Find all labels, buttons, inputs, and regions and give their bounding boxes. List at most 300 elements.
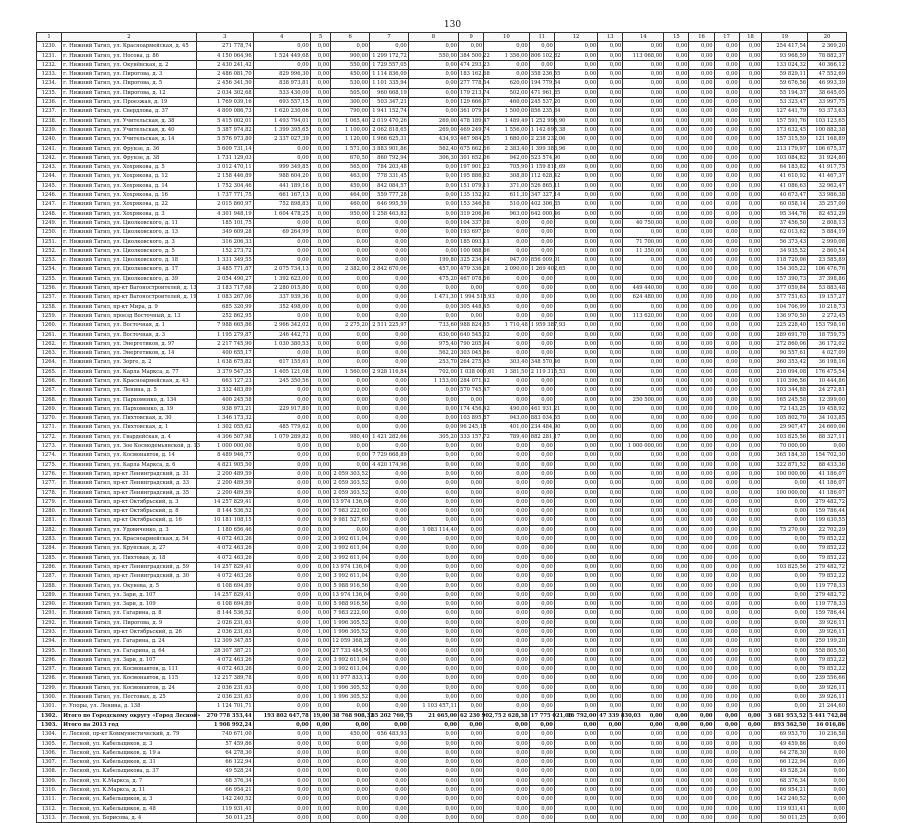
amount-cell: 2 382,00 xyxy=(331,265,370,274)
amount-cell: 3 992 611,04 xyxy=(331,535,370,544)
amount-cell: 0,00 xyxy=(739,767,762,776)
table-row xyxy=(37,376,847,385)
amount-cell: 1 000 000,00 xyxy=(623,442,664,451)
amount-cell: 0,00 xyxy=(623,674,664,683)
amount-cell: 0,00 xyxy=(554,302,597,311)
amount-cell: 38 768 908,32 xyxy=(332,712,374,719)
amount-cell: 0,00 xyxy=(714,720,739,729)
amount-cell: 0,00 xyxy=(253,590,310,599)
amount-cell: 490,00 xyxy=(484,404,530,413)
amount-cell: 0,00 xyxy=(484,349,530,358)
amount-cell: 900,00 xyxy=(331,51,370,60)
amount-cell: 0,00 xyxy=(689,479,714,488)
amount-cell: 0,00 xyxy=(714,414,739,423)
amount-cell: 0,00 xyxy=(529,600,554,609)
table-row xyxy=(37,79,847,88)
amount-cell: 0,00 xyxy=(714,590,739,599)
amount-cell: 675 662,56 xyxy=(460,145,490,152)
amount-cell: 119 931,41 xyxy=(762,804,808,813)
amount-cell: 4 072 463,26 xyxy=(196,535,253,544)
amount-cell: 0,00 xyxy=(408,497,458,506)
amount-cell: 13 974 136,04 xyxy=(332,563,371,570)
amount-cell: 0,00 xyxy=(459,516,484,525)
amount-cell: 0,00 xyxy=(253,795,310,804)
amount-cell: 0,00 xyxy=(598,776,623,785)
amount-cell: 0,00 xyxy=(331,246,370,255)
amount-cell: 0,00 xyxy=(253,460,310,469)
amount-cell: 0,00 xyxy=(739,79,762,88)
amount-cell: 2,00 xyxy=(310,572,331,581)
amount-cell: 1,00 xyxy=(310,683,331,692)
amount-cell: 0,00 xyxy=(689,395,714,404)
row-index: 1297. xyxy=(37,665,62,674)
amount-cell: 0,00 xyxy=(623,256,664,265)
amount-cell: 0,00 xyxy=(529,553,554,562)
amount-cell: 0,00 xyxy=(484,479,530,488)
amount-cell: 0,00 xyxy=(739,88,762,97)
amount-cell: 0,00 xyxy=(664,795,689,804)
amount-cell: 157 591,76 xyxy=(762,116,808,125)
amount-cell: 41 086,63 xyxy=(762,181,808,190)
amount-cell: 1 124 701,71 xyxy=(196,702,253,711)
column-number: 10 xyxy=(484,33,530,42)
amount-cell: 0,00 xyxy=(554,98,597,107)
amount-cell: 1 399 383,96 xyxy=(530,145,566,152)
amount-cell: 0,00 xyxy=(253,544,310,553)
amount-cell: 0,00 xyxy=(762,553,808,562)
address-cell: г. Нижний Тагил, ул. Учительская, д. 40 xyxy=(62,125,197,134)
amount-cell: 0,00 xyxy=(310,767,331,776)
amount-cell: 245 350,56 xyxy=(253,376,310,385)
amount-cell: 0,00 xyxy=(310,730,331,739)
amount-cell: 7 988 665,86 xyxy=(196,321,253,330)
column-number: 8 xyxy=(408,33,458,42)
amount-cell: 0,00 xyxy=(529,767,554,776)
amount-cell: 0,00 xyxy=(529,646,554,655)
amount-cell: 0,00 xyxy=(689,237,714,246)
amount-cell: 0,00 xyxy=(484,786,530,795)
amount-cell: 0,00 xyxy=(459,730,484,739)
table-row xyxy=(37,609,847,618)
amount-cell: 0,00 xyxy=(253,349,310,358)
amount-cell: 1 114 836,09 xyxy=(370,70,409,79)
amount-cell: 0,00 xyxy=(664,256,689,265)
row-index: 1270. xyxy=(37,414,62,423)
row-index: 1230. xyxy=(37,42,62,51)
amount-cell: 0,00 xyxy=(623,144,664,153)
amount-cell: 0,00 xyxy=(459,739,484,748)
amount-cell: 0,00 xyxy=(598,674,623,683)
amount-cell: 0,00 xyxy=(623,637,664,646)
amount-cell: 0,00 xyxy=(714,302,739,311)
amount-cell: 0,00 xyxy=(714,98,739,107)
amount-cell: 1 083 267,06 xyxy=(196,293,253,302)
amount-cell: 103 123,65 xyxy=(808,116,847,125)
amount-cell: 0,00 xyxy=(714,665,739,674)
amount-cell: 0,00 xyxy=(739,674,762,683)
amount-cell: 0,00 xyxy=(714,423,739,432)
amount-cell: 0,00 xyxy=(529,284,554,293)
amount-cell: 0,00 xyxy=(408,479,458,488)
amount-cell: 0,00 xyxy=(623,572,664,581)
amount-cell: 60 058,14 xyxy=(762,200,808,209)
row-index: 1274. xyxy=(37,451,62,460)
amount-cell: 0,00 xyxy=(739,395,762,404)
amount-cell: 0,00 xyxy=(623,321,664,330)
row-index: 1269. xyxy=(37,404,62,413)
amount-cell: 0,00 xyxy=(623,776,664,785)
row-index: 1237. xyxy=(37,107,62,116)
amount-cell: 0,00 xyxy=(370,646,409,655)
row-index: 1263. xyxy=(37,349,62,358)
amount-cell: 2 217 745,90 xyxy=(196,339,253,348)
amount-cell: 0,00 xyxy=(664,786,689,795)
row-index: 1243. xyxy=(37,163,62,172)
amount-cell: 0,00 xyxy=(664,683,689,692)
amount-cell: 630,00 xyxy=(408,330,458,339)
amount-cell: 0,00 xyxy=(739,414,762,423)
amount-cell: 10 218,73 xyxy=(808,302,847,311)
amount-cell: 0,00 xyxy=(689,414,714,423)
amount-cell: 3 992 611,04 xyxy=(331,665,370,674)
amount-cell: 0,00 xyxy=(459,525,484,534)
amount-cell: 0,00 xyxy=(689,600,714,609)
amount-cell: 0,00 xyxy=(253,525,310,534)
row-index: 1293. xyxy=(37,628,62,637)
amount-cell: 0,00 xyxy=(370,758,409,767)
amount-cell: 305 448,45 xyxy=(460,303,490,310)
amount-cell: 0,00 xyxy=(331,42,370,51)
amount-cell: 93 968,59 xyxy=(762,51,808,60)
amount-cell: 0,00 xyxy=(623,107,664,116)
amount-cell: 0,00 xyxy=(484,376,530,385)
amount-cell: 0,00 xyxy=(689,637,714,646)
amount-cell: 0,00 xyxy=(598,144,623,153)
amount-cell: 0,00 xyxy=(370,414,409,423)
amount-cell: 0,00 xyxy=(598,79,623,88)
amount-cell: 0,00 xyxy=(739,786,762,795)
amount-cell: 264 275,45 xyxy=(460,359,490,366)
amount-cell: 79 852,22 xyxy=(808,665,847,674)
amount-cell: 0,00 xyxy=(689,674,714,683)
amount-cell: 0,00 xyxy=(598,479,623,488)
amount-cell: 0,00 xyxy=(714,572,739,581)
amount-cell: 0,00 xyxy=(623,507,664,516)
amount-cell: 0,00 xyxy=(310,562,331,571)
amount-cell: 0,00 xyxy=(459,628,484,637)
amount-cell: 1 258 463,82 xyxy=(370,209,409,218)
amount-cell: 860 792,94 xyxy=(370,153,409,162)
amount-cell: 75 270,00 xyxy=(762,525,808,534)
amount-cell: 0,00 xyxy=(664,311,689,320)
table-row xyxy=(37,367,847,376)
amount-cell: 0,00 xyxy=(714,683,739,692)
amount-cell: 0,00 xyxy=(484,600,530,609)
row-index: 1248. xyxy=(37,209,62,218)
amount-cell: 0,00 xyxy=(459,590,484,599)
amount-cell: 1 638 675,82 xyxy=(196,358,253,367)
amount-cell: 0,00 xyxy=(739,460,762,469)
row-index: 1313. xyxy=(37,813,62,822)
amount-cell: 0,00 xyxy=(739,311,762,320)
amount-cell: 0,00 xyxy=(253,758,310,767)
amount-cell: 0,00 xyxy=(484,609,530,618)
amount-cell: 0,00 xyxy=(310,284,331,293)
amount-cell: 0,00 xyxy=(408,246,458,255)
amount-cell: 0,00 xyxy=(370,581,409,590)
amount-cell: 0,00 xyxy=(484,544,530,553)
amount-cell: 173 632,45 xyxy=(762,125,808,134)
amount-cell: 0,00 xyxy=(714,125,739,134)
amount-cell: 943,00 xyxy=(484,414,530,423)
amount-cell: 0,00 xyxy=(310,339,331,348)
address-cell: г. Нижний Тагил, ул. Фрунзе, д. 38 xyxy=(62,153,197,162)
amount-cell: 19 458,92 xyxy=(808,404,847,413)
amount-cell: 0,00 xyxy=(529,376,554,385)
row-index: 1276. xyxy=(37,469,62,478)
amount-cell: 0,00 xyxy=(408,646,458,655)
amount-cell: 79 852,22 xyxy=(808,655,847,664)
amount-cell: 0,00 xyxy=(689,535,714,544)
row-index: 1299. xyxy=(37,683,62,692)
address-cell: г. Нижний Тагил, ул. Гагарина, д. 8 xyxy=(62,609,197,618)
amount-cell: 0,00 xyxy=(689,246,714,255)
amount-cell: 308,80 xyxy=(484,172,530,181)
amount-cell: 0,00 xyxy=(623,581,664,590)
amount-cell: 0,00 xyxy=(664,191,689,200)
amount-cell: 0,00 xyxy=(664,442,689,451)
amount-cell: 0,00 xyxy=(762,637,808,646)
amount-cell: 0,00 xyxy=(664,228,689,237)
amount-cell: 24 669,06 xyxy=(808,423,847,432)
amount-cell: 5 988 916,56 xyxy=(331,581,370,590)
amount-cell: 0,00 xyxy=(253,246,310,255)
amount-cell: 0,00 xyxy=(714,153,739,162)
amount-cell: 23 585,89 xyxy=(808,256,847,265)
amount-cell: 960 668,19 xyxy=(370,88,409,97)
address-cell: г. Нижний Тагил, ул. Ленина, д. 5 xyxy=(62,386,197,395)
amount-cell: 0,00 xyxy=(529,60,554,69)
amount-cell: 0,00 xyxy=(408,804,458,813)
amount-cell: 0,00 xyxy=(310,414,331,423)
address-cell: г. Нижний Тагил, ул. Пихтовская, д. 30 xyxy=(62,414,197,423)
amount-cell: 0,00 xyxy=(529,776,554,785)
amount-cell: 0,00 xyxy=(664,404,689,413)
amount-cell: 322 871,52 xyxy=(762,460,808,469)
amount-cell: 0,00 xyxy=(762,674,808,683)
amount-cell: 0,00 xyxy=(370,618,409,627)
amount-cell: 0,00 xyxy=(484,302,530,311)
amount-cell: 640 545,02 xyxy=(460,331,490,338)
address-cell: г. Нижний Тагил, ул. Карла Маркса, д. 6 xyxy=(62,460,197,469)
amount-cell: 0,00 xyxy=(484,739,530,748)
amount-cell: 0,00 xyxy=(484,665,530,674)
amount-cell: 0,00 xyxy=(623,618,664,627)
amount-cell: 0,00 xyxy=(310,646,331,655)
amount-cell: 0,00 xyxy=(253,655,310,664)
amount-cell: 0,00 xyxy=(484,637,530,646)
amount-cell: 0,00 xyxy=(529,739,554,748)
amount-cell: 0,00 xyxy=(762,655,808,664)
amount-cell: 22 702,29 xyxy=(808,525,847,534)
amount-cell: 0,00 xyxy=(484,535,530,544)
amount-cell: 7 983 222,00 xyxy=(331,507,370,516)
amount-cell: 0,00 xyxy=(664,302,689,311)
amount-cell: 0,00 xyxy=(554,88,597,97)
amount-cell: 0,00 xyxy=(623,758,664,767)
amount-cell: 0,00 xyxy=(664,488,689,497)
amount-cell: 0,00 xyxy=(484,702,530,711)
amount-cell: 0,00 xyxy=(310,581,331,590)
amount-cell: 0,00 xyxy=(253,507,310,516)
amount-cell: 0,00 xyxy=(408,218,458,227)
amount-cell: 0,00 xyxy=(554,237,597,246)
amount-cell: 0,00 xyxy=(331,349,370,358)
amount-cell: 0,00 xyxy=(253,628,310,637)
amount-cell: 0,00 xyxy=(331,758,370,767)
amount-cell: 0,00 xyxy=(714,135,739,144)
row-index: 1279. xyxy=(37,497,62,506)
amount-cell: 70 000,00 xyxy=(762,442,808,451)
table-row xyxy=(37,181,847,190)
amount-cell: 0,00 xyxy=(664,144,689,153)
row-index: 1292. xyxy=(37,618,62,627)
amount-cell: 0,00 xyxy=(554,367,597,376)
amount-cell: 0,00 xyxy=(714,655,739,664)
amount-cell: 0,00 xyxy=(598,414,623,423)
amount-cell: 0,00 xyxy=(623,88,664,97)
amount-cell: 34 935,52 xyxy=(762,246,808,255)
amount-cell: 0,00 xyxy=(689,581,714,590)
amount-cell: 259 199,20 xyxy=(808,637,847,646)
row-index: 1256. xyxy=(37,284,62,293)
amount-cell: 1 103 457,11 xyxy=(408,702,458,711)
amount-cell: 0,00 xyxy=(310,609,331,618)
row-index: 1287. xyxy=(37,572,62,581)
amount-cell: 0,00 xyxy=(598,748,623,757)
amount-cell: 225 228,40 xyxy=(762,321,808,330)
amount-cell: 2,00 xyxy=(310,655,331,664)
amount-cell: 0,00 xyxy=(689,358,714,367)
amount-cell: 0,00 xyxy=(459,618,484,627)
amount-cell: 0,00 xyxy=(689,163,714,172)
row-index: 1301. xyxy=(37,702,62,711)
amount-cell: 0,00 xyxy=(310,265,331,274)
table-row xyxy=(37,516,847,525)
amount-cell: 0,00 xyxy=(714,535,739,544)
amount-cell: 0,00 xyxy=(714,311,739,320)
table-row xyxy=(37,665,847,674)
amount-cell: 0,00 xyxy=(664,507,689,516)
amount-cell: 2 511 225,97 xyxy=(370,321,409,330)
amount-cell: 0,00 xyxy=(554,535,597,544)
amount-cell: 4 072 463,26 xyxy=(196,544,253,553)
amount-cell: 1,00 xyxy=(310,618,331,627)
amount-cell: 505,00 xyxy=(331,88,370,97)
amount-cell: 62 013,62 xyxy=(762,228,808,237)
amount-cell: 1 269 402,65 xyxy=(530,266,566,273)
column-number: 9 xyxy=(459,33,484,42)
amount-cell: 0,00 xyxy=(310,70,331,79)
amount-cell: 0,00 xyxy=(554,813,597,822)
amount-cell: 0,00 xyxy=(554,163,597,172)
address-cell: г. Нижний Тагил, ул. Циолковского, д. 11 xyxy=(62,218,197,227)
amount-cell: 4 072 463,26 xyxy=(196,665,253,674)
amount-cell: 0,00 xyxy=(689,144,714,153)
amount-cell: 254 417,54 xyxy=(762,42,808,51)
amount-cell: 0,00 xyxy=(554,442,597,451)
amount-cell: 0,00 xyxy=(408,451,458,460)
amount-cell: 1 908 992,24 xyxy=(196,720,253,729)
address-cell: г. Нижний Тагил, проезд Восточный, д. 13 xyxy=(62,311,197,320)
amount-cell: 0,00 xyxy=(554,423,597,432)
amount-cell: 0,00 xyxy=(331,228,370,237)
amount-cell: 0,00 xyxy=(689,311,714,320)
amount-cell: 0,00 xyxy=(408,739,458,748)
amount-cell: 0,00 xyxy=(370,562,409,571)
amount-cell: 0,00 xyxy=(554,507,597,516)
address-cell: г. Нижний Тагил, пр-кт Октябрьский, д. 26 xyxy=(62,628,197,637)
amount-cell: 0,00 xyxy=(623,488,664,497)
table-row xyxy=(37,125,847,134)
amount-cell: 0,00 xyxy=(484,776,530,785)
amount-cell: 29 907,47 xyxy=(762,423,808,432)
amount-cell: 0,00 xyxy=(408,460,458,469)
address-cell: г. Нижний Тагил, ул. Гагарина, д. 64 xyxy=(62,646,197,655)
amount-cell: 0,00 xyxy=(714,330,739,339)
address-cell: г. Нижний Тагил, ул. Зари, д. 107 xyxy=(62,655,197,664)
table-row xyxy=(37,767,847,776)
amount-cell: 0,00 xyxy=(331,776,370,785)
amount-cell: 104 706,99 xyxy=(762,302,808,311)
amount-cell: 0,00 xyxy=(370,386,409,395)
amount-cell: 0,00 xyxy=(598,581,623,590)
amount-cell: 0,00 xyxy=(598,376,623,385)
row-index: 1251. xyxy=(37,237,62,246)
amount-cell: 0,00 xyxy=(739,776,762,785)
amount-cell: 0,00 xyxy=(554,395,597,404)
amount-cell: 0,00 xyxy=(484,618,530,627)
amount-cell: 176 475,54 xyxy=(808,367,847,376)
amount-cell: 0,00 xyxy=(484,488,530,497)
amount-cell: 0,00 xyxy=(598,469,623,478)
amount-cell: 0,00 xyxy=(714,618,739,627)
amount-cell: 0,00 xyxy=(598,804,623,813)
address-cell: г. Нижний Тагил, ул. Пирогова, д. 5 xyxy=(62,79,197,88)
amount-cell: 0,00 xyxy=(459,609,484,618)
amount-cell: 0,00 xyxy=(689,70,714,79)
address-cell: г. Лесной, ул. Кабельщиков, д. 48 xyxy=(62,804,197,813)
amount-cell: 0,00 xyxy=(689,572,714,581)
amount-cell: 0,00 xyxy=(623,665,664,674)
amount-cell: 1 737 771,75 xyxy=(196,191,253,200)
amount-cell: 0,00 xyxy=(689,51,714,60)
amount-cell: 0,00 xyxy=(484,581,530,590)
amount-cell: 33 997,75 xyxy=(808,98,847,107)
amount-cell: 0,00 xyxy=(484,562,530,571)
amount-cell: 0,00 xyxy=(714,395,739,404)
amount-cell: 0,00 xyxy=(664,414,689,423)
table-row xyxy=(37,107,847,116)
amount-cell: 0,00 xyxy=(598,767,623,776)
amount-cell: 0,00 xyxy=(714,181,739,190)
row-index: 1300. xyxy=(37,693,62,702)
amount-cell: 0,00 xyxy=(714,70,739,79)
amount-cell: 0,00 xyxy=(623,191,664,200)
amount-cell: 1 996 305,52 xyxy=(331,628,370,637)
amount-cell: 0,00 xyxy=(529,683,554,692)
amount-cell: 153 346,58 xyxy=(460,201,490,208)
